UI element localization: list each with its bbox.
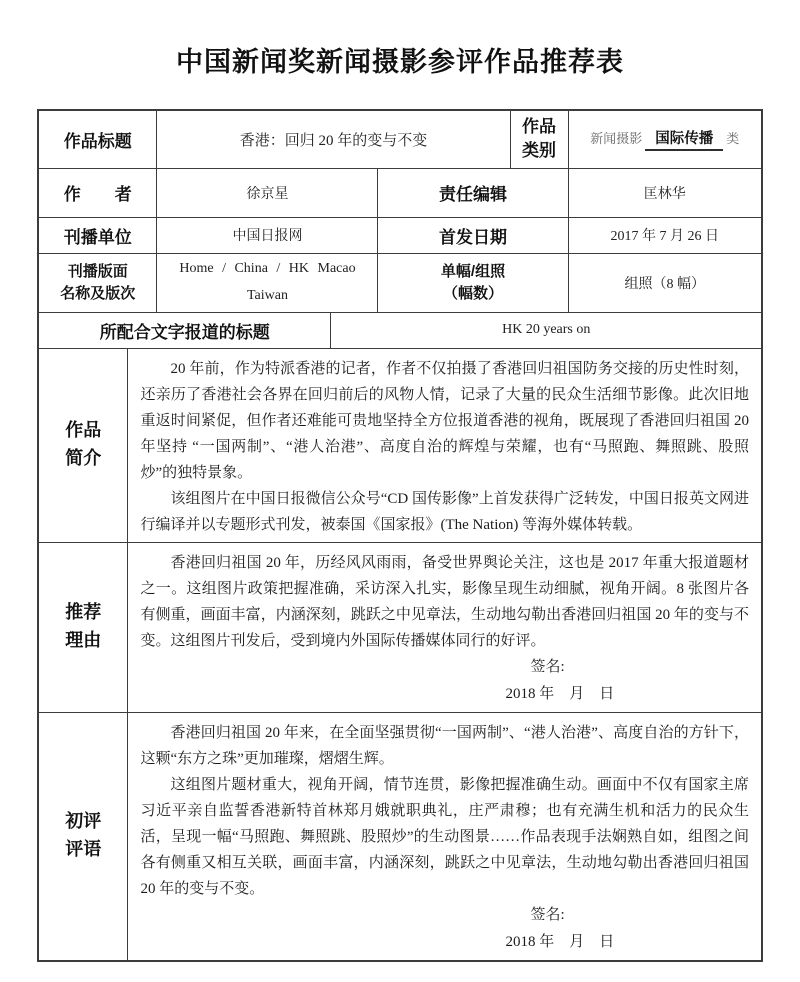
first-publish-value: 2017 年 7 月 26 日 [568, 217, 762, 253]
category-label [510, 110, 568, 168]
row-work-title [38, 110, 762, 168]
page-name-value: Home / China / HK Macao Taiwan [157, 253, 378, 312]
recommendation-label-line2: 理由 [65, 630, 102, 650]
author-label: 作 者 [38, 168, 157, 217]
work-intro-paragraph-2: 该组图片在中国日报微信公众号“CD 国传影像”上首发获得广泛转发，中国日报英文网进行编译并以专题形式刊发，被泰国《国家报》(The Nation) 等海外媒体转载。 [140, 490, 750, 533]
publisher-label: 刊播单位 [38, 217, 157, 253]
review-paragraph-2: 这组图片题材重大，视角开阔，情节连贯，影像把握准确生动。画面中不仅有国家主席习近平亲自监誓香港新特首林郑月娥就职典礼，庄严肃穆；也有充满生机和活力的民众生活，呈现一幅“马照跑、舞照跳、股照炒”的生动图景……作品表现手法娴熟自如，组图之间各有侧重又相互关联，画面丰富，内涵深刻，跳跃之中见章法，生动地勾勒出香港回归祖国 20 年的变与不变。 [140, 776, 750, 897]
recommendation-label [38, 542, 128, 712]
work-intro-label [38, 348, 128, 542]
recommendation-signature-date: 2018 年 月 日 [505, 685, 615, 702]
first-publish-label: 首发日期 [378, 217, 568, 253]
work-title-label: 作品标题 [38, 110, 157, 168]
work-intro-content [128, 348, 762, 542]
recommendation-form-table [37, 109, 763, 962]
editor-value: 匡林华 [568, 168, 762, 217]
recommendation-content [128, 542, 762, 712]
document-title: 中国新闻奖新闻摄影参评作品推荐表 [176, 47, 624, 77]
category-selected-value: 国际传播 [645, 127, 723, 151]
page-name-label [38, 253, 157, 312]
format-label-line1: 单幅/组照 [440, 262, 506, 280]
recommendation-paragraph: 香港回归祖国 20 年，历经风风雨雨，备受世界舆论关注，这也是 2017 年重大报道题材之一。这组图片政策把握准确，采访深入扎实，影像呈现生动细腻，视角开阔。8 张图片各有侧重，画面丰富，内涵深刻，跳跃之中见章法，生动地勾勒出香港回归祖国 20 年的变与不变。这组图片刊发后，受到境内外国际传播媒体同行的好评。 [140, 554, 750, 649]
editor-label: 责任编辑 [378, 168, 568, 217]
row-publisher [38, 217, 762, 253]
row-review [38, 712, 762, 961]
category-label-line1: 作品 [522, 116, 557, 136]
row-text-story [38, 312, 762, 348]
page-name-label-line1: 刊播版面 [67, 262, 128, 280]
category-suffix: 类 [726, 131, 740, 147]
review-label [38, 712, 128, 961]
review-signature-date: 2018 年 月 日 [505, 933, 615, 950]
format-label-line2: （幅数） [442, 284, 503, 302]
work-title-value: 香港：回归 20 年的变与不变 [157, 110, 510, 168]
recommendation-signature-label: 签名: [530, 658, 565, 675]
work-intro-paragraph-1: 20 年前，作为特派香港的记者，作者不仅拍摄了香港回归祖国防务交接的历史性时刻，还亲历了香港社会各界在回归前后的风物人情，记录了大量的民众生活细节影像。此次旧地重返时间紧促，但作者还难能可贵地坚持全方位报道香港的视角，既展现了香港回归祖国 20 年坚持 “一国两制”、“港人治港”、高度自治的辉煌与荣耀，也有“马照跑、舞照跳、股照炒”的独特景象。 [140, 360, 750, 481]
row-page-name [38, 253, 762, 312]
format-value: 组照（8 幅） [568, 253, 762, 312]
page-name-label-line2: 名称及版次 [60, 284, 136, 302]
publisher-value: 中国日报网 [157, 217, 378, 253]
row-work-intro [38, 348, 762, 542]
review-signature-label: 签名: [530, 906, 565, 923]
format-label [378, 253, 568, 312]
author-value: 徐京星 [157, 168, 378, 217]
recommendation-label-line1: 推荐 [65, 602, 102, 623]
review-label-line1: 初评 [65, 811, 102, 832]
review-paragraph-1: 香港回归祖国 20 年来，在全面坚强贯彻“一国两制”、“港人治港”、高度自治的方针下，这颗“东方之珠”更加璀璨，熠熠生辉。 [140, 724, 750, 767]
text-story-label: 所配合文字报道的标题 [38, 312, 331, 348]
review-content [128, 712, 762, 961]
work-intro-label-line1: 作品 [65, 420, 102, 441]
work-intro-label-line2: 简介 [65, 448, 102, 468]
category-value [568, 110, 762, 168]
category-prefix: 新闻摄影 [590, 131, 643, 147]
text-story-value: HK 20 years on [331, 312, 762, 348]
row-recommendation [38, 542, 762, 712]
row-author [38, 168, 762, 217]
review-label-line2: 评语 [65, 839, 102, 859]
category-label-line2: 类别 [522, 141, 557, 161]
